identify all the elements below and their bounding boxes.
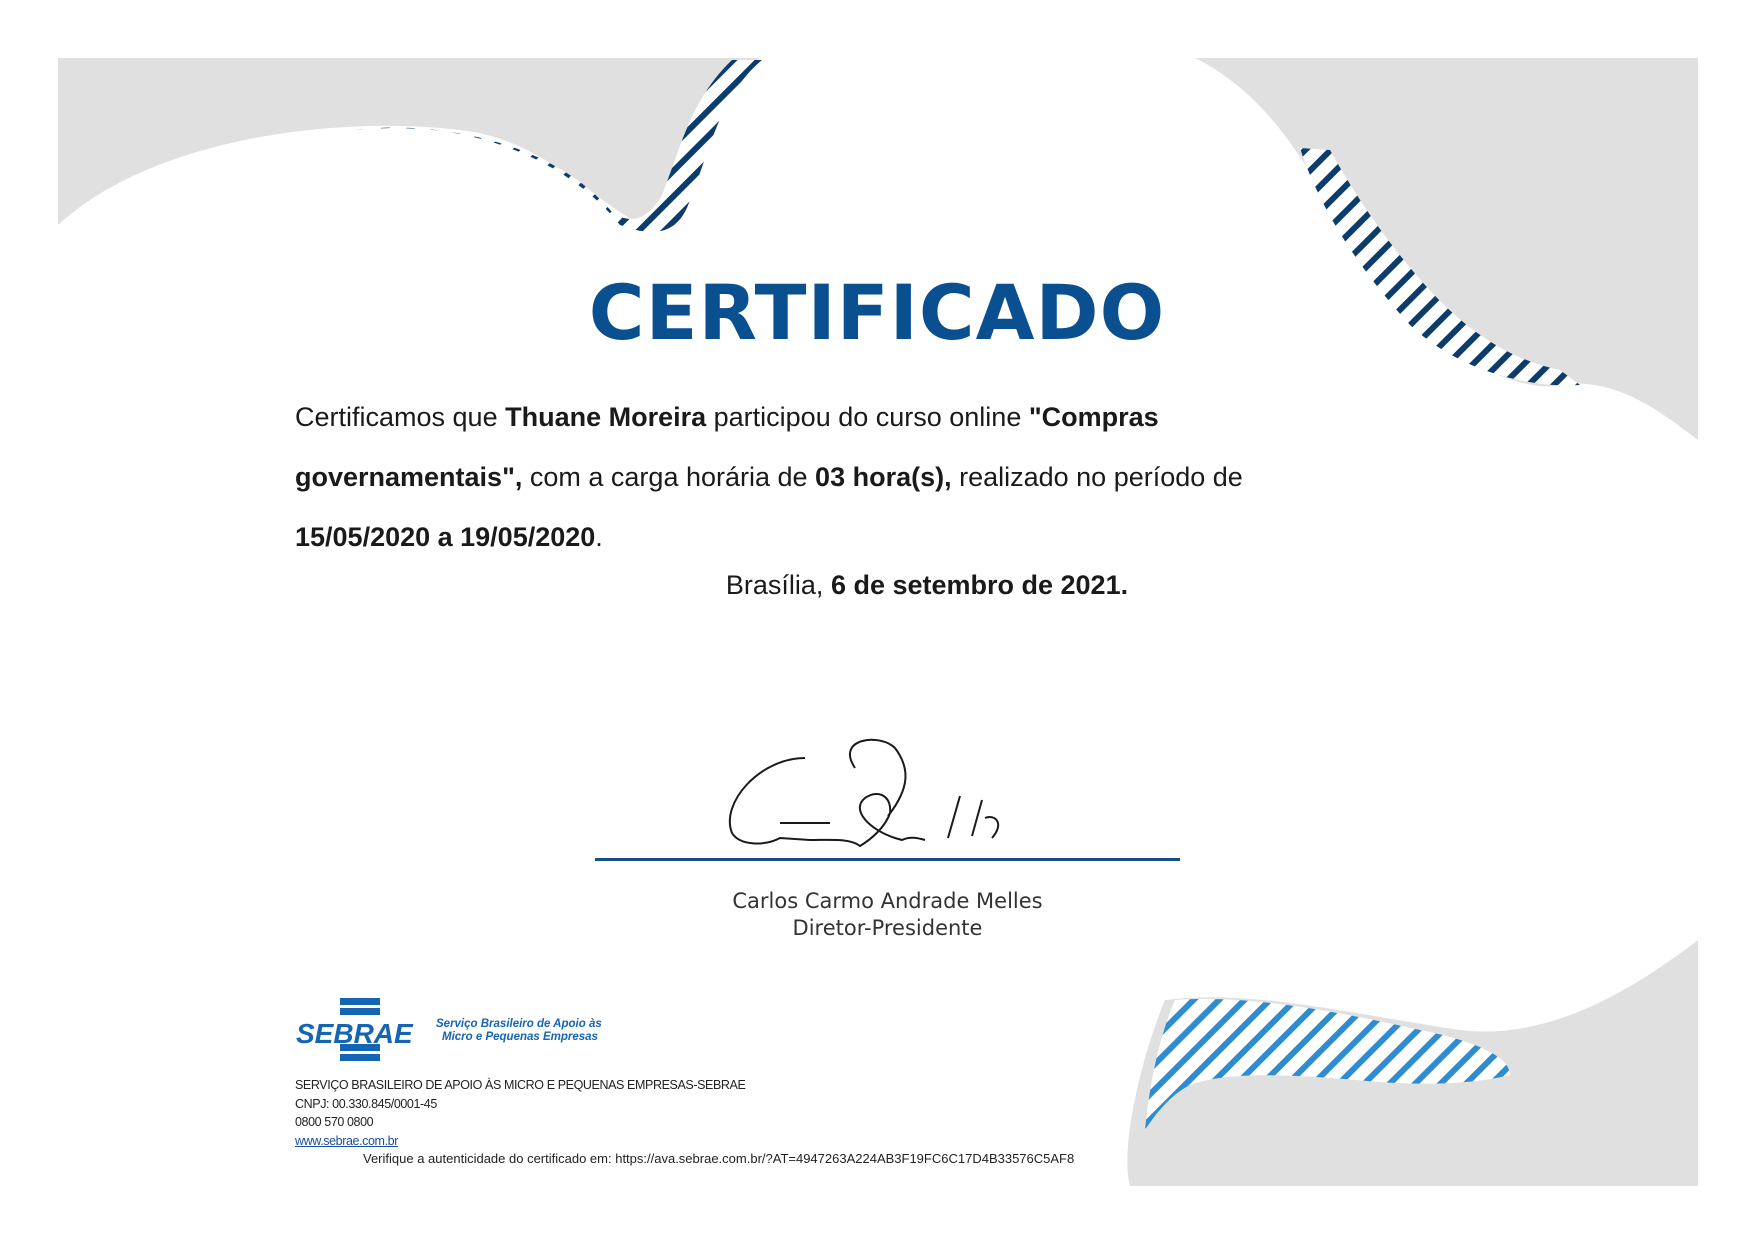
signatory-role: Diretor-Presidente [792, 916, 983, 940]
certificate-body [295, 387, 1355, 567]
sebrae-tagline-1: Serviço Brasileiro de Apoio às [436, 1018, 602, 1030]
sebrae-wordmark: SEBRAE [296, 1018, 413, 1049]
signature-image [720, 728, 1040, 853]
sebrae-logo [296, 998, 626, 1068]
body-period-end: . [595, 522, 603, 552]
sebrae-tagline-2: Micro e Pequenas Empresas [442, 1031, 598, 1043]
issue-place: Brasília, [725, 570, 831, 600]
organization-phone: 0800 570 0800 [295, 1115, 374, 1129]
verification-text: Verifique a autenticidade do certificado em: https://ava.sebrae.com.br/?AT=4947263A224AB3F19FC6C17D4B33576C5AF8 [363, 1151, 1075, 1166]
body-text-2: participou do curso online [706, 402, 1029, 432]
course-hours: 03 hora(s), [815, 462, 952, 492]
participant-name: Thuane Moreira [505, 402, 707, 432]
signature-line [595, 858, 1180, 861]
organization-name: SERVIÇO BRASILEIRO DE APOIO ÀS MICRO E PEQUENAS EMPRESAS-SEBRAE [295, 1078, 746, 1092]
issue-date: 6 de setembro de 2021. [830, 570, 1129, 600]
issue-date-line [0, 570, 1754, 601]
sebrae-tagline [436, 1018, 636, 1044]
organization-info [295, 1076, 745, 1150]
course-name: "Compras governamentais", [295, 402, 1159, 492]
signatory-name: Carlos Carmo Andrade Melles [732, 889, 1043, 913]
certificate-title: CERTIFICADO [588, 268, 1166, 357]
body-text-1: Certificamos que [295, 402, 506, 432]
organization-website-link[interactable]: www.sebrae.com.br [295, 1133, 398, 1148]
course-period: 15/05/2020 a 19/05/2020 [295, 522, 596, 552]
body-text-4: realizado no período de [951, 462, 1243, 492]
body-text-3: com a carga horária de [522, 462, 816, 492]
signatory-block [595, 888, 1180, 942]
organization-cnpj: CNPJ: 00.330.845/0001-45 [295, 1096, 437, 1111]
